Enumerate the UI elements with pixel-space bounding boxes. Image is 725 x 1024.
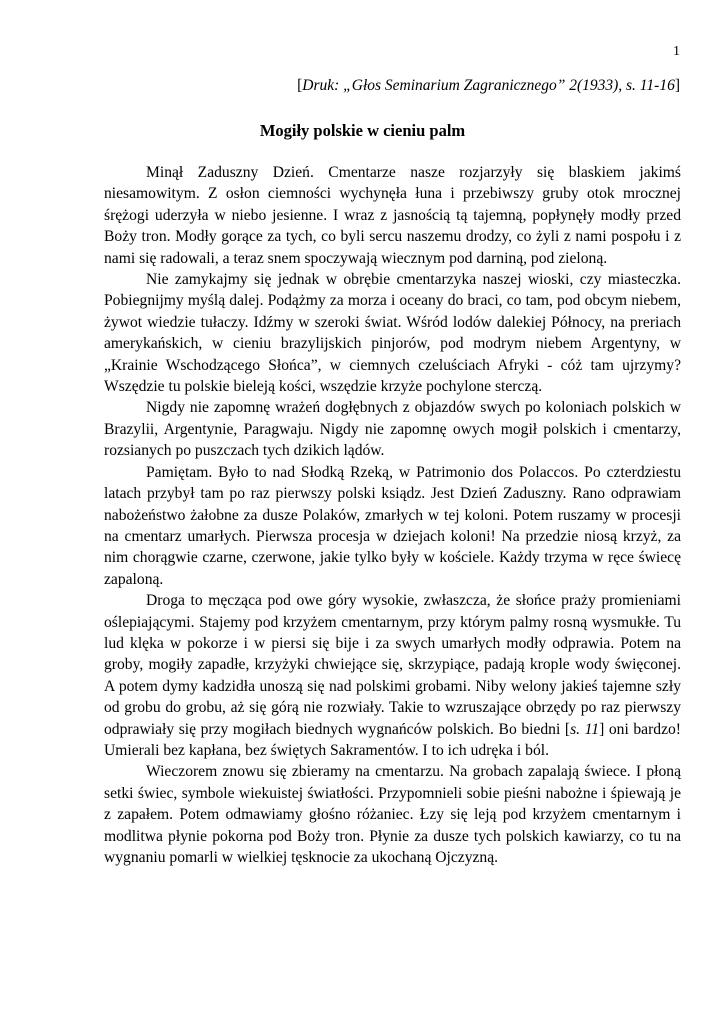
page-marker: s. 11 [570,720,600,738]
paragraph-3: Nigdy nie zapomnę wrażeń dogłębnych z objazdów swych po koloniach polskich w Brazylii, Argentynie, Paragwaju. Nigdy nie zapomnę owych mogił polskich i cmentarzy, rozsianych po puszczach tych dzikich lądów. [104,399,681,460]
paragraph-2: Nie zamykajmy się jednak w obrębie cmentarzyka naszej wioski, czy miasteczka. Pobiegnijmy myślą dalej. Podążmy za morza i oceany do braci, co tam, pod obcym niebem, żywot wiedzie tułaczy. Idźmy w szeroki świat. Wśród lodów dalekiej Północy, na preriach amerykańskich, w cieniu brazylijskich pinjorów, pod modrym niebem Argentyny, w „Krainie Wschodzącego Słońca”, w ciemnych czeluściach Afryki - cóż tam ujrzymy? Wszędzie tu polskie bieleją kości, wszędzie krzyże pochylone sterczą. [104,271,681,396]
paragraph-5 [104,590,681,761]
page-number: 1 [673,44,680,59]
paragraph-5-text-after: ] oni bardzo! Umierali bez kapłana, bez świętych Sakramentów. I to ich udręka i ból. [104,720,681,759]
source-citation-text: Druk: „Głos Seminarium Zagranicznego” 2(1933), s. 11-16 [302,77,675,94]
source-citation [297,76,680,96]
document-title: Mogiły polskie w cieniu palm [259,121,466,140]
paragraph-4: Pamiętam. Było to nad Słodką Rzeką, w Patrimonio dos Polaccos. Po czterdziestu latach przybył tam po raz pierwszy polski ksiądz. Jest Dzień Zaduszny. Rano odprawiam nabożeństwo żałobne za dusze Polaków, zmarłych w tej koloni. Potem ruszamy w procesji na cmentarz umarłych. Pierwsza procesja w dziejach koloni! Na przedzie niosą krzyż, za nim chorągwie czarne, czerwone, jakie tylko były w kościele. Każdy trzyma w ręce świecę zapaloną. [104,463,681,588]
source-close-bracket: ] [674,77,680,94]
paragraph-5-text-before: Droga to męcząca pod owe góry wysokie, zwłaszcza, że słońce praży promieniami oślepiającymi. Stajemy pod krzyżem cmentarnym, przy którym palmy rosną wysmukłe. Tu lud klęka w pokorze i w piersi się bije i za swych umarłych modły odprawia. Potem na groby, mogiły zapadłe, krzyżyki chwiejące się, skrzypiące, padają krople wody święconej. A potem dymy kadzidła unoszą się nad polskimi grobami. Niby welony jakieś tajemne szły od grobu do grobu, aż się górą nie rozwiały. Takie to wzruszające obrzędy po raz pierwszy odprawiały się przy mogiłach biednych wygnańców polskich. Bo biedni [ [104,592,681,738]
source-open-bracket: [ [297,77,303,94]
paragraph-6: Wieczorem znowu się zbieramy na cmentarzu. Na grobach zapalają świece. I płoną setki świec, symbole wiekuistej światłości. Przypomnieli sobie pieśni nabożne i śpiewają je z zapałem. Potem odmawiamy głośno różaniec. Łzy się leją pod krzyżem cmentarnym i modlitwa płynie pokorna pod Boży tron. Płynie za dusze tych polskich kawiarzy, co tu na wygnaniu pomarli w wielkiej tęsknocie za ukochaną Ojczyzną. [104,763,681,866]
paragraph-1: Minął Zaduszny Dzień. Cmentarze nasze rozjarzyły się blaskiem jakimś niesamowitym. Z osłon ciemności wychynęła łuna i przebiwszy gruby otok mrocznej śrężogi uderzyła w niebo jesienne. I wraz z jasnością tą tajemną, popłynęły modły przed Boży tron. Modły gorące za tych, co byli sercu naszemu drodzy, co żyli z nami pospołu i z nami się radowali, a teraz snem spoczywają wiecznym pod darniną, pod zieloną. [104,164,681,267]
article-body [104,162,681,868]
